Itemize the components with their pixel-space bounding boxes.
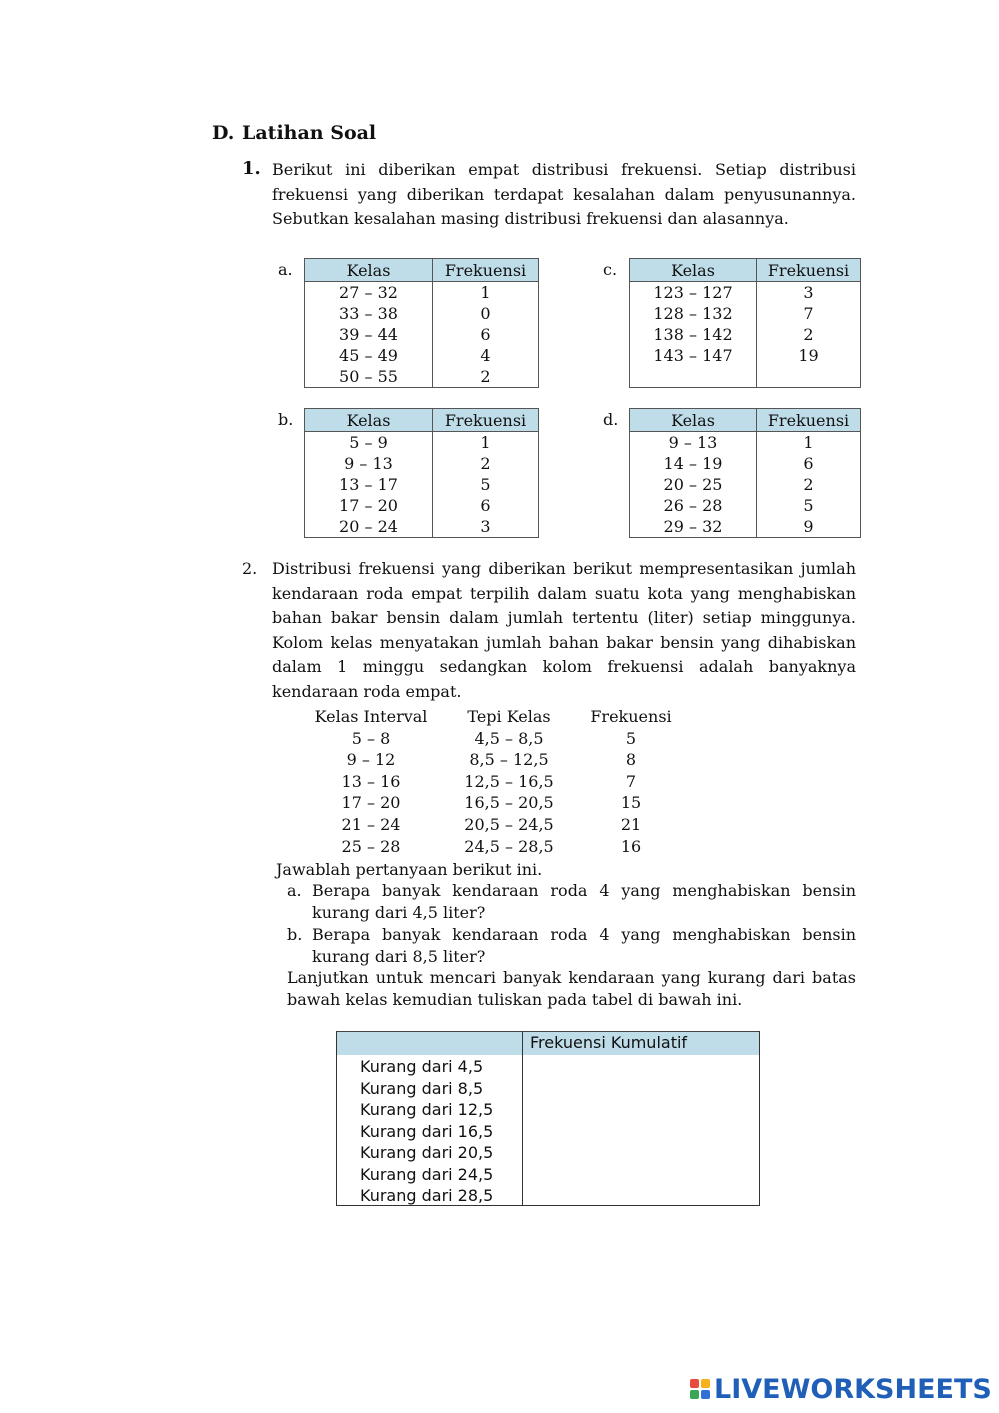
table-header: Frekuensi — [433, 259, 539, 282]
table-row — [300, 728, 686, 750]
table-row — [630, 282, 861, 304]
list-item: Kurang dari 20,5 — [360, 1143, 494, 1162]
table-a-label: a. — [278, 260, 293, 279]
question-2-number: 2. — [242, 559, 258, 578]
logo-mark-icon — [690, 1379, 710, 1399]
table-header: Frekuensi — [590, 707, 672, 726]
table-header: Frekuensi — [757, 259, 861, 282]
table-row — [300, 836, 686, 858]
cell-interval: 21 – 24 — [341, 814, 401, 834]
table-row — [300, 771, 686, 793]
table-header: Kelas — [630, 409, 757, 432]
table-row — [300, 814, 686, 836]
cell-kelas: 17 – 20 — [305, 495, 433, 516]
cell-frekuensi: 2 — [757, 324, 861, 345]
cell-kelas: 9 – 13 — [630, 432, 757, 454]
cell-tepi: 12,5 – 16,5 — [464, 771, 554, 791]
table-header: Kelas — [305, 409, 433, 432]
cell-kelas: 128 – 132 — [630, 303, 757, 324]
cell-frekuensi: 6 — [757, 453, 861, 474]
cell-kelas: 29 – 32 — [630, 516, 757, 538]
cell-interval: 13 – 16 — [341, 771, 401, 791]
cell-tepi: 8,5 – 12,5 — [469, 750, 549, 770]
cell-kelas: 9 – 13 — [305, 453, 433, 474]
cell-kelas: 39 – 44 — [305, 324, 433, 345]
table-row — [630, 495, 861, 516]
list-item: Kurang dari 16,5 — [360, 1121, 494, 1141]
question-1-text: Berikut ini diberikan empat distribusi frekuensi. Setiap distribusi frekuensi yang diberikan terdapat kesalahan dalam penyusunannya. Sebutkan kesalahan masing distribusi frekuensi dan alasannya. — [272, 160, 856, 228]
cell-tepi: 16,5 – 20,5 — [464, 793, 554, 813]
table-row — [630, 366, 861, 388]
table-row — [305, 495, 539, 516]
cell-frekuensi: 15 — [620, 793, 642, 813]
cell-frekuensi: 5 — [625, 728, 637, 748]
table-header: Tepi Kelas — [467, 707, 551, 726]
cell-kelas: 27 – 32 — [305, 282, 433, 304]
cell-frekuensi: 5 — [433, 474, 539, 495]
cell-frekuensi: 6 — [433, 324, 539, 345]
table-header: Frekuensi — [757, 409, 861, 432]
cell-frekuensi: 4 — [433, 345, 539, 366]
section-heading — [212, 122, 376, 144]
table-header: Kelas — [305, 259, 433, 282]
table-row — [305, 324, 539, 345]
table-row — [305, 474, 539, 495]
cell-frekuensi: 6 — [433, 495, 539, 516]
class-interval-table — [300, 706, 686, 857]
cell-frekuensi: 7 — [757, 303, 861, 324]
cell-kelas: 143 – 147 — [630, 345, 757, 366]
table-d — [629, 408, 861, 538]
table-row — [630, 516, 861, 538]
cell-kelas: 138 – 142 — [630, 324, 757, 345]
cell-frekuensi: 2 — [433, 366, 539, 388]
table-row — [630, 474, 861, 495]
sub-question-a-label: a. — [287, 881, 302, 900]
cell-tepi: 20,5 – 24,5 — [464, 814, 554, 834]
table-row — [630, 432, 861, 454]
cell-kelas: 50 – 55 — [305, 366, 433, 388]
cell-interval: 17 – 20 — [341, 793, 401, 813]
question-1-number: 1. — [242, 158, 261, 179]
cell-frekuensi: 21 — [620, 814, 642, 834]
cell-tepi: 4,5 – 8,5 — [474, 728, 544, 748]
table-a — [304, 258, 539, 388]
divider — [522, 1031, 523, 1206]
cell-frekuensi: 16 — [620, 836, 642, 856]
cell-frekuensi: 5 — [757, 495, 861, 516]
table-row — [305, 303, 539, 324]
cell-kelas: 14 – 19 — [630, 453, 757, 474]
cell-interval: 9 – 12 — [346, 750, 396, 770]
table-row — [300, 792, 686, 814]
list-item: Kurang dari 12,5 — [360, 1100, 494, 1119]
table-row — [630, 303, 861, 324]
cell-kelas: 33 – 38 — [305, 303, 433, 324]
cell-frekuensi: 3 — [757, 282, 861, 304]
cell-kelas: 26 – 28 — [630, 495, 757, 516]
divider — [759, 1031, 760, 1206]
cell-kelas: 45 – 49 — [305, 345, 433, 366]
cell-frekuensi: 9 — [757, 516, 861, 538]
list-item: Kurang dari 4,5 — [360, 1057, 484, 1076]
table-row — [630, 345, 861, 366]
table-row — [305, 345, 539, 366]
sub-question-a-text: Berapa banyak kendaraan roda 4 yang menghabiskan bensin kurang dari 4,5 liter? — [312, 881, 856, 922]
question-2-text: Distribusi frekuensi yang diberikan berikut mempresentasikan jumlah kendaraan roda empat terpilih dalam suatu kota yang menghabiskan bahan bakar bensin dalam jumlah tertentu (liter) setiap minggunya. Kolom kelas menyatakan jumlah bahan bakar bensin yang dihabiskan dalam 1 minggu sedangkan kolom frekuensi adalah banyaknya kendaraan roda empat. — [272, 559, 856, 701]
continue-instruction: Lanjutkan untuk mencari banyak kendaraan yang kurang dari batas bawah kelas kemudian tuliskan pada tabel di bawah ini. — [287, 968, 856, 1009]
instruction-text: Jawablah pertanyaan berikut ini. — [276, 860, 543, 879]
table-b-label: b. — [278, 410, 294, 429]
cell-kelas: 123 – 127 — [630, 282, 757, 304]
cell-frekuensi: 7 — [625, 771, 637, 791]
cell-kelas: 20 – 25 — [630, 474, 757, 495]
cell-tepi: 24,5 – 28,5 — [464, 836, 554, 856]
table-row — [305, 453, 539, 474]
list-item: Kurang dari 8,5 — [360, 1078, 484, 1098]
cell-frekuensi: 3 — [433, 516, 539, 538]
table-d-label: d. — [603, 410, 619, 429]
table-row — [305, 366, 539, 388]
cell-frekuensi: 2 — [757, 474, 861, 495]
table-row — [300, 749, 686, 771]
cumulative-frequency-table — [336, 1031, 760, 1206]
table-row — [630, 453, 861, 474]
table-header: Frekuensi — [433, 409, 539, 432]
table-b — [304, 408, 539, 538]
table-row — [630, 324, 861, 345]
table-header: Kelas Interval — [314, 707, 428, 726]
sub-question-b-text: Berapa banyak kendaraan roda 4 yang menghabiskan bensin kurang dari 8,5 liter? — [312, 925, 856, 966]
cell-frekuensi: 0 — [433, 303, 539, 324]
cell-frekuensi: 8 — [625, 750, 637, 770]
table-row — [305, 516, 539, 538]
table-c-label: c. — [603, 260, 618, 279]
cell-frekuensi: 2 — [433, 453, 539, 474]
divider — [336, 1031, 337, 1206]
cell-kelas: 20 – 24 — [305, 516, 433, 538]
cell-kelas: 5 – 9 — [305, 432, 433, 454]
cell-frekuensi: 1 — [433, 282, 539, 304]
table-row — [305, 282, 539, 304]
cell-kelas — [630, 366, 757, 388]
cell-frekuensi: 19 — [757, 345, 861, 366]
list-item: Kurang dari 24,5 — [360, 1164, 494, 1184]
cell-frekuensi: 1 — [757, 432, 861, 454]
table-c — [629, 258, 861, 388]
list-item: Kurang dari 28,5 — [360, 1186, 494, 1205]
liveworksheets-logo — [690, 1372, 992, 1406]
table-row — [305, 432, 539, 454]
cell-frekuensi — [757, 366, 861, 388]
table-header: Kelas — [630, 259, 757, 282]
section-letter: D. — [212, 122, 235, 144]
sub-question-b-label: b. — [287, 925, 303, 944]
section-title: Latihan Soal — [242, 122, 377, 144]
cell-kelas: 13 – 17 — [305, 474, 433, 495]
cell-interval: 5 – 8 — [351, 728, 391, 748]
cell-frekuensi: 1 — [433, 432, 539, 454]
logo-text: LIVEWORKSHEETS — [714, 1373, 992, 1405]
cell-interval: 25 – 28 — [341, 836, 401, 856]
cumulative-header: Frekuensi Kumulatif — [530, 1033, 688, 1052]
